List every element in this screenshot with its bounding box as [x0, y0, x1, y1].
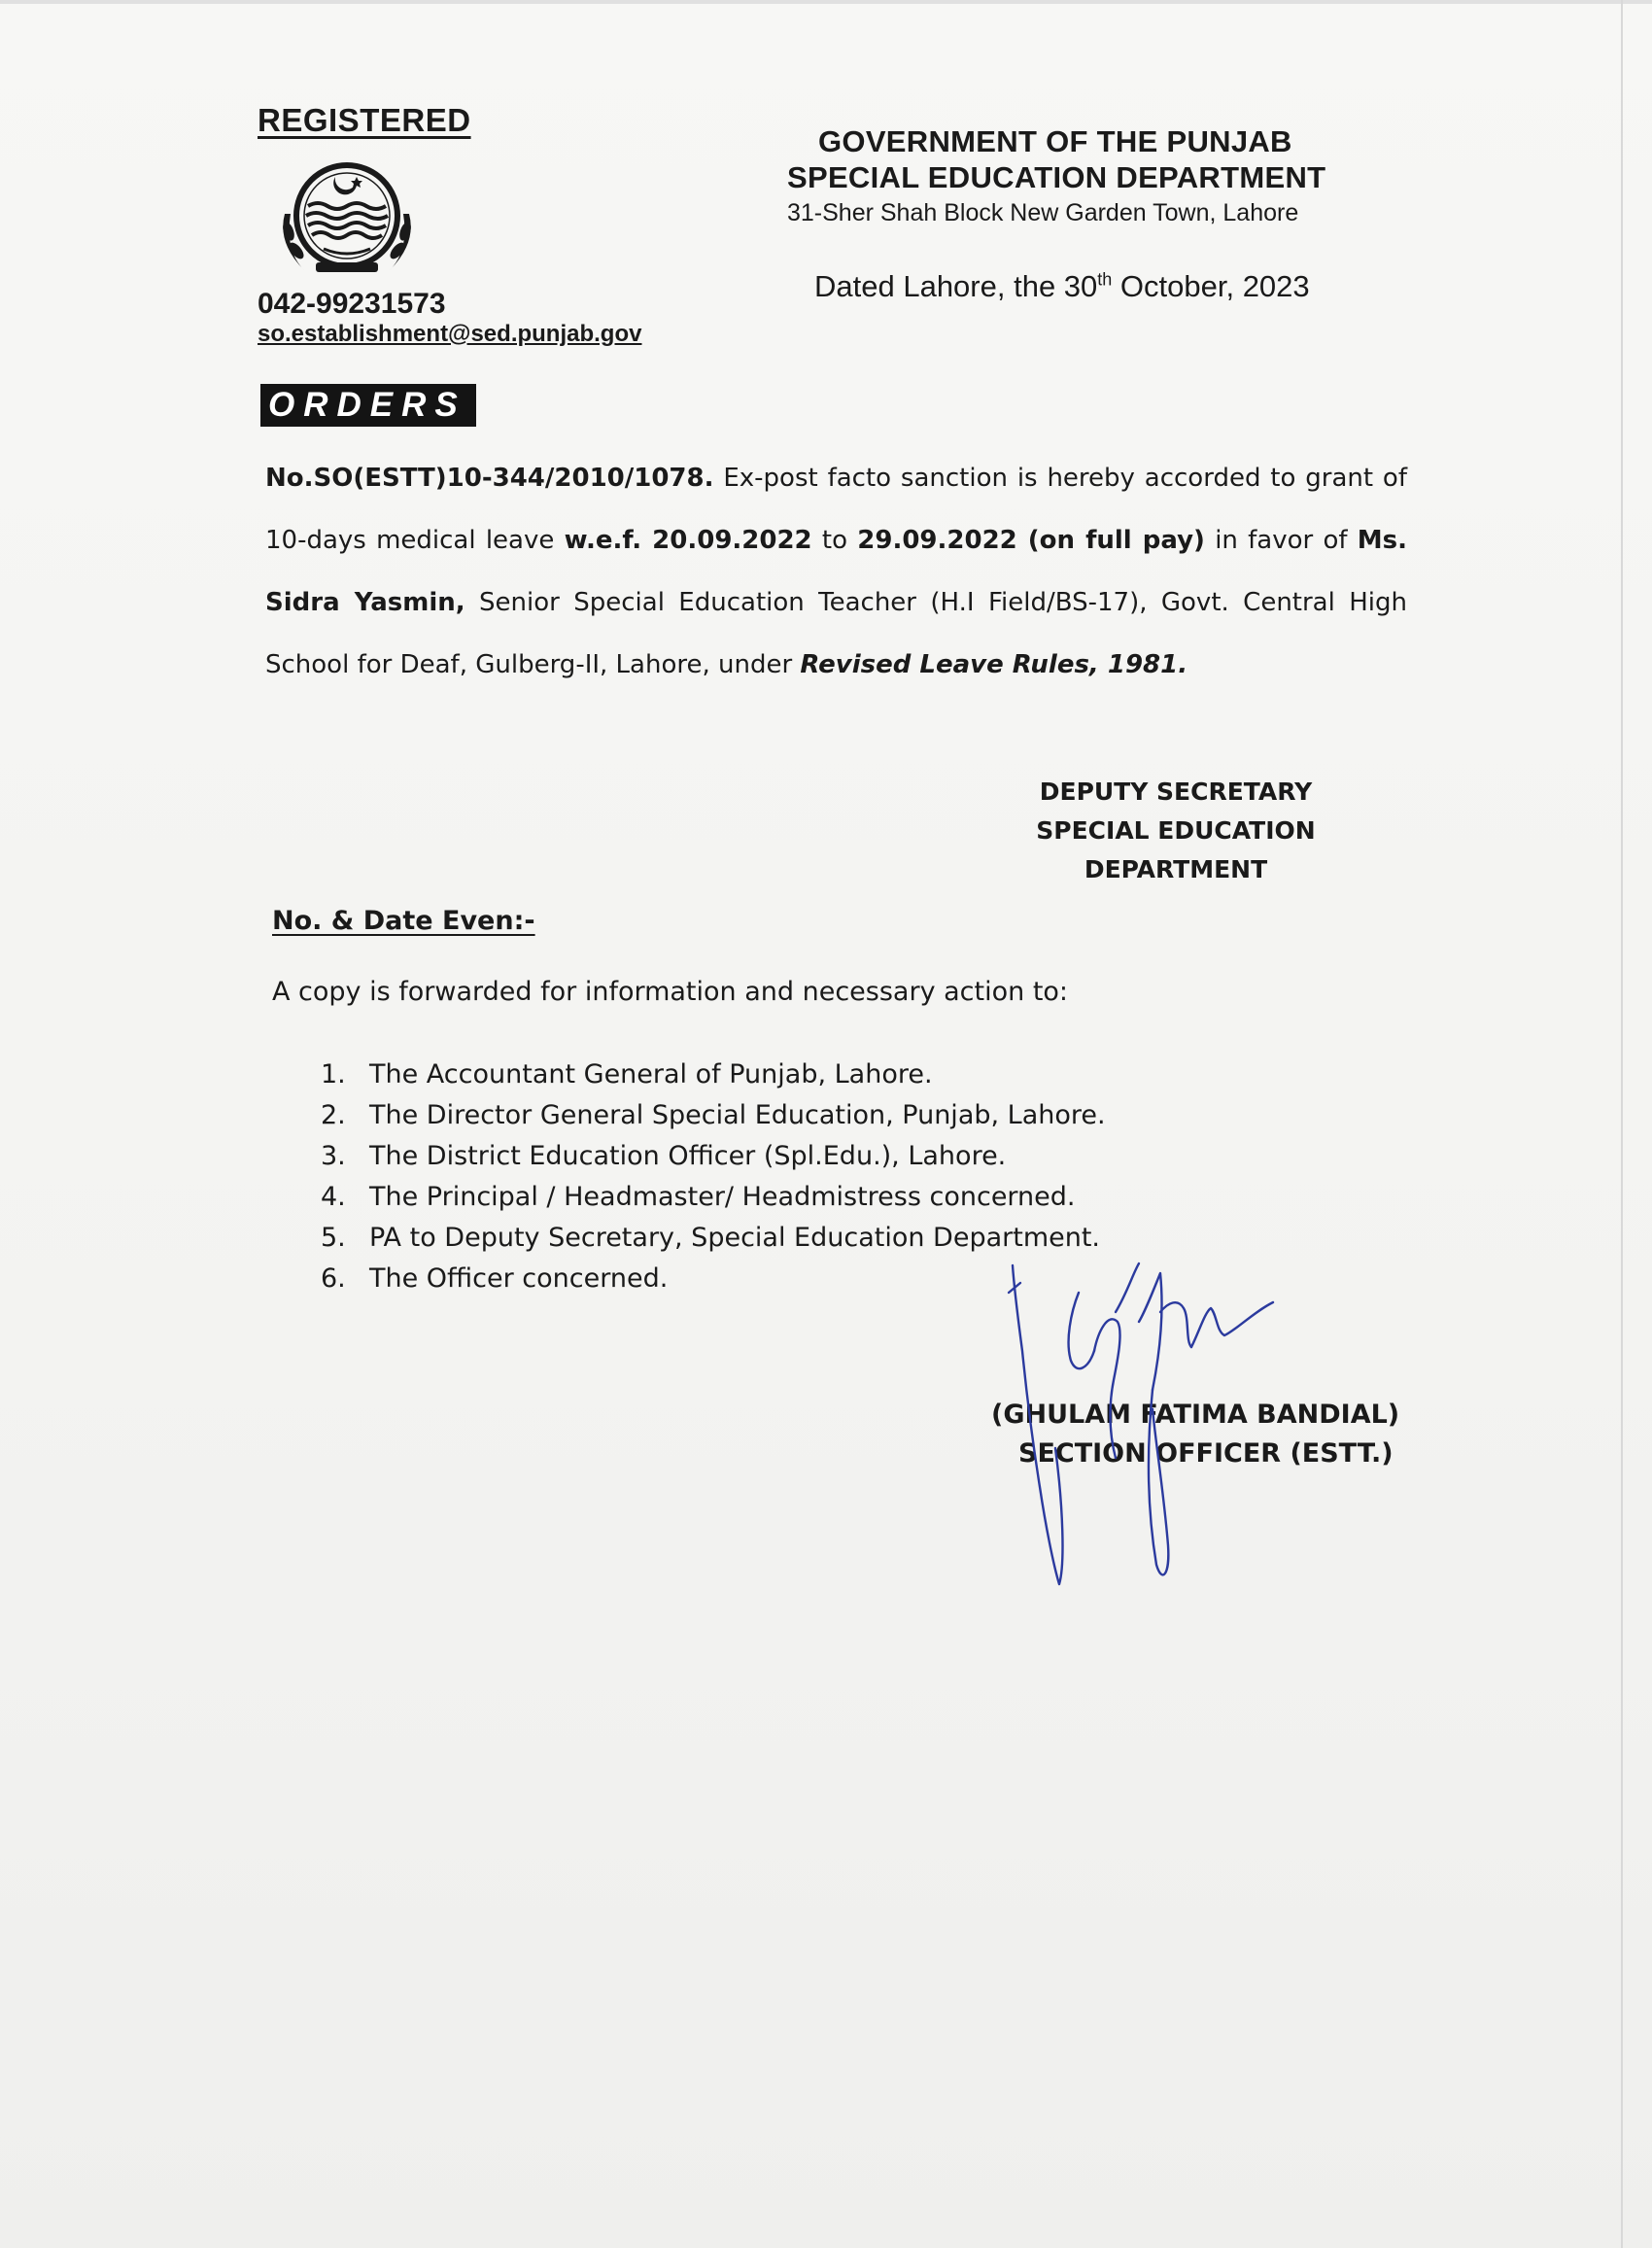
leave-to-date: 29.09.2022 (on full pay) — [857, 526, 1205, 555]
scan-edge-top — [0, 0, 1652, 4]
dated-suffix: October, 2023 — [1112, 269, 1310, 303]
dated-line — [814, 269, 1310, 304]
signatory-name: (GHULAM FATIMA BANDIAL) — [991, 1400, 1400, 1430]
order-text-3: in favor of — [1204, 526, 1358, 555]
orders-heading: ORDERS — [260, 384, 476, 427]
handwritten-signature-icon — [962, 1254, 1331, 1604]
list-item: 5. PA to Deputy Secretary, Special Education Department. — [321, 1223, 1101, 1253]
department-address: 31-Sher Shah Block New Garden Town, Lahore — [787, 199, 1299, 226]
signatory-title: SECTION OFFICER (ESTT.) — [1018, 1438, 1394, 1469]
deputy-line-1: DEPUTY SECRETARY — [1039, 778, 1313, 806]
employee-name: Ms. Sidra Yasmin, — [265, 526, 1408, 617]
department-title: SPECIAL EDUCATION DEPARTMENT — [787, 160, 1326, 194]
leave-rules: Revised Leave Rules, 1981. — [800, 650, 1188, 679]
list-item: 3. The District Education Officer (Spl.Edu.), Lahore. — [321, 1141, 1007, 1171]
list-item: 6. The Officer concerned. — [321, 1263, 669, 1294]
list-item: 2. The Director General Special Education, Punjab, Lahore. — [321, 1100, 1106, 1130]
order-text-4: Senior Special Education Teacher (H.I Field/BS-17), Govt. Central High School for Deaf, Gulberg-II, Lahore, under — [265, 588, 1407, 679]
list-item: 4. The Principal / Headmaster/ Headmistress concerned. — [321, 1182, 1076, 1212]
order-text-1: Ex-post facto sanction is hereby accorded to grant of 10-days medical leave — [265, 464, 1407, 555]
dated-ordinal: th — [1097, 269, 1113, 290]
deputy-line-3: DEPARTMENT — [1084, 855, 1268, 883]
no-date-even-heading: No. & Date Even:- — [272, 906, 535, 936]
order-number: No.SO(ESTT)10-344/2010/1078. — [265, 464, 714, 493]
dated-prefix: Dated Lahore, the 30 — [814, 269, 1098, 303]
deputy-secretary-block — [1030, 773, 1322, 889]
order-text-2: to — [811, 526, 858, 555]
scan-edge-right — [1621, 0, 1623, 2248]
deputy-line-2: SPECIAL EDUCATION — [1036, 816, 1316, 845]
order-body — [265, 447, 1407, 696]
phone-number: 042-99231573 — [258, 288, 446, 320]
copy-forwarded-line: A copy is forwarded for information and necessary action to: — [272, 977, 1069, 1007]
list-item: 1. The Accountant General of Punjab, Lahore. — [321, 1059, 933, 1089]
registered-label: REGISTERED — [258, 102, 471, 138]
email-address: so.establishment@sed.punjab.gov — [258, 321, 642, 347]
leave-from-date: w.e.f. 20.09.2022 — [564, 526, 812, 555]
government-title: GOVERNMENT OF THE PUNJAB — [818, 124, 1292, 158]
punjab-govt-logo-icon — [267, 156, 428, 282]
